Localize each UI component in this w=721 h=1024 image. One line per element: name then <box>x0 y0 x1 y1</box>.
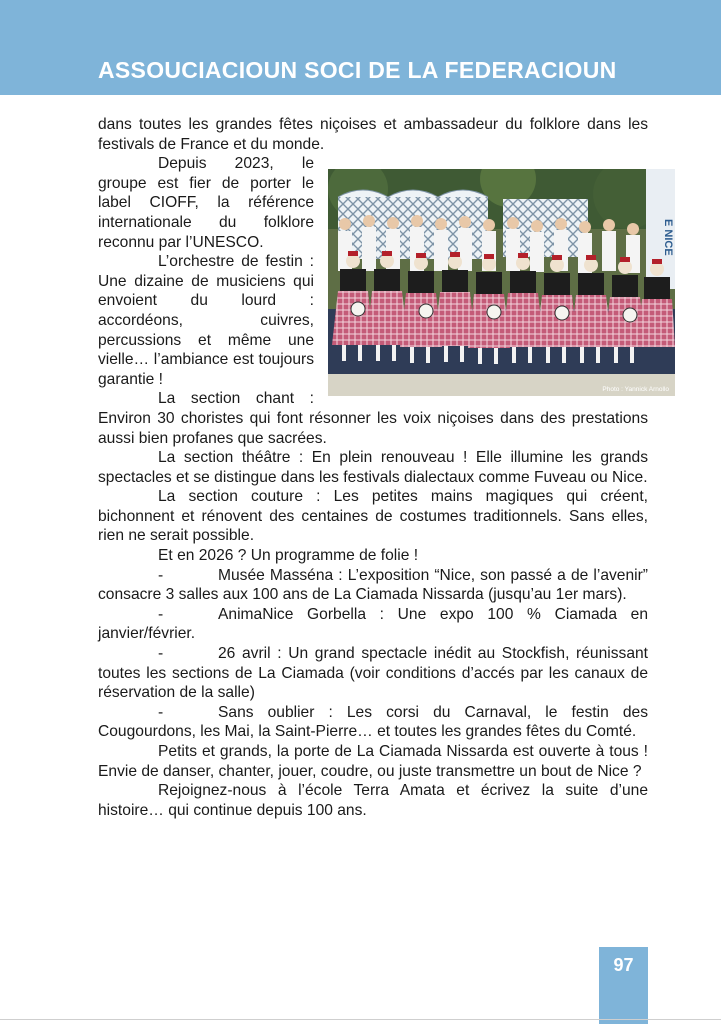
page-number-tab <box>599 947 648 1024</box>
list-item <box>98 566 648 605</box>
list-dash: - <box>158 645 164 663</box>
banner-text: E NICE <box>662 219 674 256</box>
list-item <box>98 605 648 644</box>
paragraph: L’orchestre de festin : Une dizaine de musiciens qui envoient du lourd : accordéons, cuivres, percussions et même une vielle… l’ambiance est toujours garantie ! <box>98 253 314 388</box>
photo-caption: Photo : Yannick Arnollo <box>602 386 669 394</box>
section-title: ASSOUCIACIOUN SOCI DE LA FEDERACIOUN <box>98 57 617 83</box>
group-photo <box>328 169 675 396</box>
paragraph: La section couture : Les petites mains magiques qui créent, bichonnent et rénovent des centaines de costumes traditionnels. Sans elles, rien ne serait possible. <box>98 488 648 545</box>
list-item <box>98 703 648 742</box>
page-number: 97 <box>613 955 634 975</box>
paragraph: Et en 2026 ? Un programme de folie ! <box>158 547 419 565</box>
list-item-text: Musée Masséna : L’exposition “Nice, son passé a de l’avenir” consacre 3 salles aux 100 ans de La Ciamada Nissarda (jusqu’au 1er mars). <box>98 566 648 604</box>
page-header <box>0 0 721 95</box>
list-item-text: 26 avril : Un grand spectacle inédit au Stockfish, réunissant toutes les sections de La Ciamada (voir conditions d’accés par les canaux de réservation de la salle) <box>98 645 648 702</box>
paragraph: Rejoignez-nous à l’école Terra Amata et écrivez la suite d’une histoire… qui continue depuis 100 ans. <box>98 782 648 819</box>
list-item-text: Sans oublier : Les corsi du Carnaval, le festin des Cougourdons, les Mai, la Saint-Pierre… et toutes les grandes fêtes du Comté. <box>98 703 648 741</box>
page-bottom-divider <box>0 1019 721 1020</box>
article-body <box>98 115 674 820</box>
paragraph: Depuis 2023, le groupe est fier de porter le label CIOFF, la référence internationale du folklore reconnu par l’UNESCO. <box>98 155 314 251</box>
list-item <box>98 644 648 703</box>
paragraph: dans toutes les grandes fêtes niçoises et ambassadeur du folklore dans les festivals de France et du monde. <box>98 116 648 153</box>
list-item-text: AnimaNice Gorbella : Une expo 100 % Ciamada en janvier/février. <box>98 605 648 643</box>
paragraph: La section théâtre : En plein renouveau ! Elle illumine les grands spectacles et se distingue dans les festivals dialectaux comme Fuveau ou Nice. <box>98 449 648 486</box>
paragraph: La section chant : Environ 30 choristes qui font résonner les voix niçoises dans des prestations aussi bien profanes que sacrées. <box>98 390 648 447</box>
folklore-group-image <box>328 169 675 396</box>
list-dash: - <box>158 703 164 721</box>
paragraph: Petits et grands, la porte de La Ciamada Nissarda est ouverte à tous ! Envie de danser, chanter, jouer, coudre, ou juste transmettre un bout de Nice ? <box>98 743 648 780</box>
list-dash: - <box>158 605 164 623</box>
list-dash: - <box>158 566 164 584</box>
